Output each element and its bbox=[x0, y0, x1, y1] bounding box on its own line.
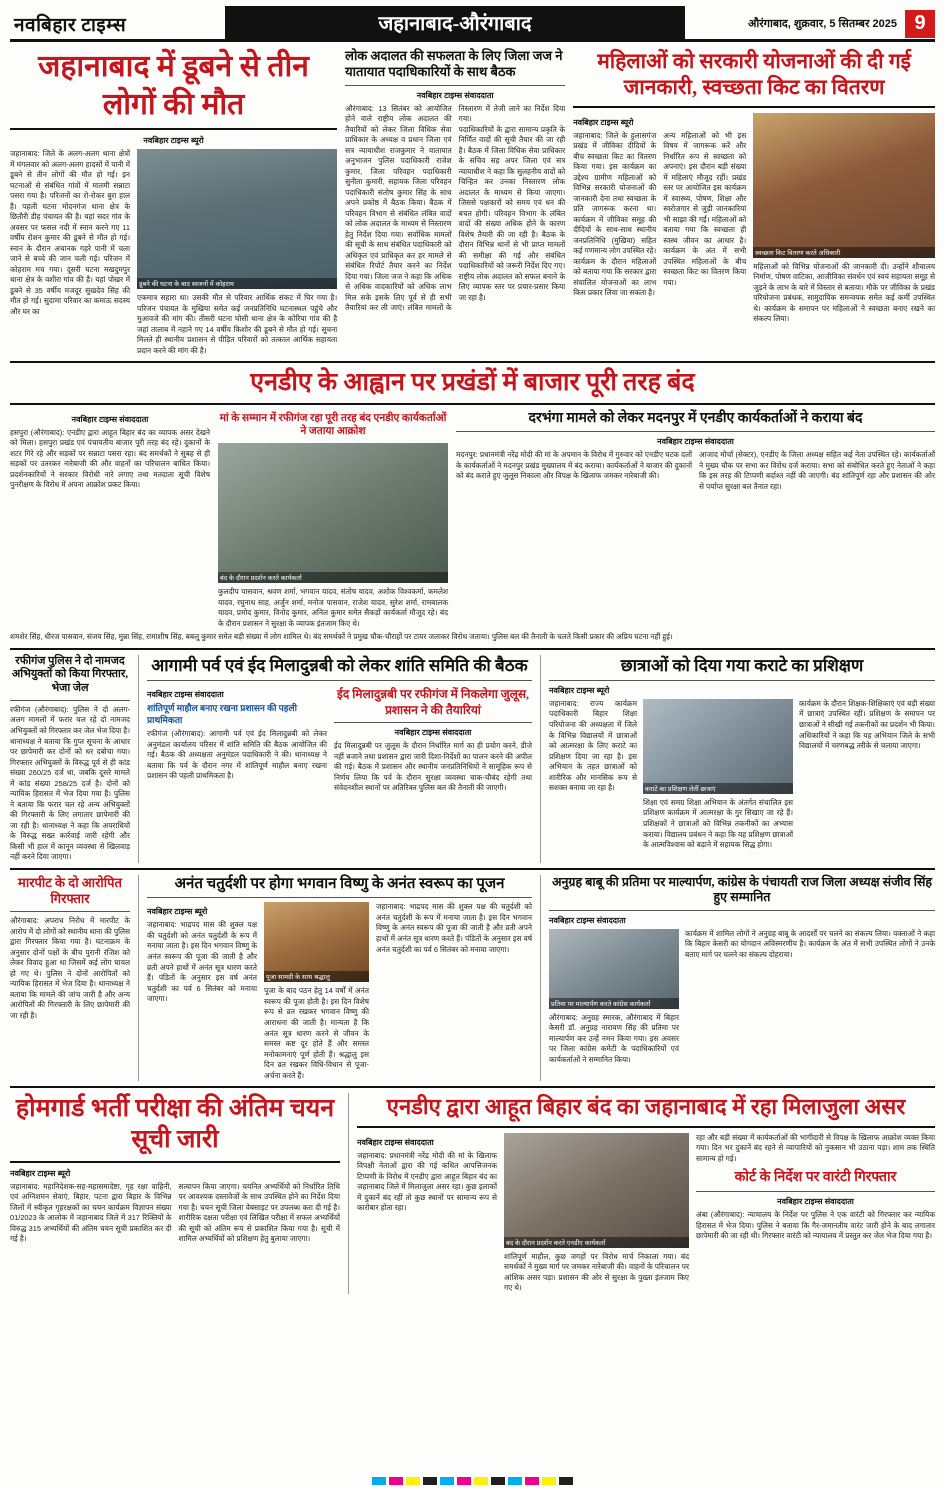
masthead bbox=[10, 8, 935, 42]
lok-adalat-headline: लोक अदालत की सफलता के लिए जिला जज ने यातायात पदाधिकारियों के साथ बैठक bbox=[345, 48, 563, 80]
karate-text-2: शिक्षा एवं समग्र शिक्षा अभियान के अंतर्गत संचालित इस प्रशिक्षण कार्यक्रम में आत्मरक्षा के गुर सिखाए जा रहे हैं। प्रशिक्षकों ने छात्राओं को विभिन्न तकनीकों का अभ्यास कराया। विद्यालय प्रबंधन ने कहा कि यह प्रशिक्षण छात्राओं के आत्मविश्वास को बढ़ाने में सहायक सिद्ध होगा। bbox=[643, 797, 793, 850]
karate-headline: छात्राओं को दिया गया कराटे का प्रशिक्षण bbox=[620, 655, 864, 675]
anant-photo-caption: पूजा सामग्री के साथ श्रद्धालु bbox=[264, 971, 369, 982]
nda-photo bbox=[218, 443, 448, 583]
story-maarpeet bbox=[10, 875, 130, 1081]
shanti-text-2: ईद मिलादुन्नबी पर जुलूस के दौरान निर्धारित मार्ग का ही प्रयोग करने, डीजे नहीं बजाने तथा प्रशासन द्वारा जारी दिशा-निर्देशों का पालन करने की अपील की गई। बैठक में प्रशासन और स्थानीय जनप्रतिनिधियों ने सामूहिक रूप से निर्णय लिया कि पर्व के दौरान सुरक्षा व्यवस्था चाक-चौबंद रहेगी तथा संवेदनशील स्थानों पर अतिरिक्त पुलिस बल की तैनाती की जाएगी। bbox=[334, 741, 532, 793]
masthead-edition: जहानाबाद-औरंगाबाद bbox=[225, 6, 685, 41]
story-karate bbox=[549, 655, 935, 863]
registration-dot bbox=[559, 1477, 573, 1485]
lok-adalat-text-2: पदाधिकारियों के द्वारा सामान्य प्रकृति के निर्णित वादों की सूची तैयार की जा रही है। बैठक में जिला विधिक सेवा प्राधिकार के सचिव सह अपर जिला एवं सत्र न्यायाधीश ने कहा कि सुलहनीय वादों को चिन्हित कर उनका निस्तारण लोक अदालत के माध्यम से किया जाएगा। जिससे पक्षकारों को समय एवं धन की बचत होगी। परिवहन विभाग के लंबित वादों की संख्या अधिक होने के कारण विशेष तैयारी की जा रही है। बैठक के दौरान विभिन्न थानों से भी प्राप्त मामलों की समीक्षा की गई और संबंधित पदाधिकारियों को जरूरी निर्देश दिए गए। राष्ट्रीय लोक अदालत को सफल बनाने के लिए व्यापक स्तर पर प्रचार-प्रसार किया जा रहा है। bbox=[458, 124, 566, 302]
divider bbox=[147, 680, 532, 681]
homeguard-headline: होमगार्ड भर्ती परीक्षा की अंतिम चयन सूची जारी bbox=[15, 1095, 335, 1154]
divider bbox=[540, 655, 541, 863]
divider bbox=[10, 361, 935, 363]
nda-text-2: कुलदीप पासवान, श्रवण शर्मा, भगवान यादव, संतोष यादव, अशोक विश्वकर्मा, कमलेश यादव, रघुनाथ साह, अर्जुन शर्मा, मनोज पासवान, राजेश यादव, सुरेश शर्मा, रामबालक यादव, प्रमोद कुमार, विनोद कुमार, अनिल कुमार समेत सैकड़ों कार्यकर्ता मौजूद रहे। बंद के दौरान प्रशासन ने सुरक्षा के व्यापक इंतजाम किए थे। bbox=[218, 587, 448, 628]
story-women bbox=[573, 48, 935, 356]
divider bbox=[540, 875, 541, 1081]
shanti-headline: आगामी पर्व एवं ईद मिलादुन्नबी को लेकर शांति समिति की बैठक bbox=[151, 655, 528, 675]
bandh-headline: एनडीए द्वारा आहूत बिहार बंद का जहानाबाद में रहा मिलाजुला असर bbox=[386, 1094, 906, 1120]
bandh-text-1: जहानाबाद: प्रधानमंत्री नरेंद्र मोदी की मां के खिलाफ विपक्षी नेताओं द्वारा की गई कथित आपत्तिजनक टिप्पणी के विरोध में एनडीए द्वारा आहूत बिहार बंद का जहानाबाद जिले में मिलाजुला असर रहा। कुछ इलाकों में दुकानें बंद रहीं तो कुछ स्थानों पर सामान्य रूप से कारोबार होता रहा। bbox=[357, 1150, 497, 1213]
maarpeet-text: औरंगाबाद: अपराध निरोध में मारपीट के आरोप में दो लोगों को स्थानीय थाना की पुलिस द्वारा गिरफ्तार किया गया है। घटनाक्रम के अनुसार दोनों पक्षों के बीच पुरानी रंजिश को लेकर विवाद हुआ था जिसमें कई लोग घायल हो गए थे। पुलिस ने दोनों आरोपितों को न्यायिक हिरासत में भेज दिया है। थानाध्यक्ष ने बताया कि मामले की जांच जारी है और अन्य आरोपितों की गिरफ्तारी के लिए छापेमारी की जा रही है। bbox=[10, 916, 130, 1020]
registration-dot bbox=[457, 1477, 471, 1485]
darbhanga-byline: नवबिहार टाइम्स संवाददाता bbox=[657, 437, 734, 447]
warrant-byline: नवबिहार टाइम्स संवाददाता bbox=[777, 1197, 854, 1207]
color-registration-bar bbox=[0, 1477, 945, 1485]
story-lok-adalat bbox=[345, 48, 565, 356]
darbhanga-text-2: आजाद मोर्चा (सेक्टर), एनडीए के जिला अध्यक्ष सहित कई नेता उपस्थित रहे। कार्यकर्ताओं ने मुख्य चौक पर सभा कर विरोध दर्ज कराया। सभा को संबोधित करते हुए नेताओं ने कहा कि इस तरह की टिप्पणी बर्दाश्त नहीं की जाएगी। बंद शांतिपूर्ण रहा और प्रशासन की ओर से पर्याप्त सुरक्षा बल तैनात रहा। bbox=[699, 450, 935, 491]
warrant-text: अंबा (औरंगाबाद): न्यायालय के निर्देश पर पुलिस ने एक वारंटी को गिरफ्तार कर न्यायिक हिरासत में भेज दिया। पुलिस ने बताया कि गैर-जमानतीय वारंट जारी होने के बाद लगातार छापेमारी की जा रही थी। गिरफ्तार वारंटी को न्यायालय में प्रस्तुत कर जेल भेज दिया गया है। bbox=[696, 1210, 935, 1241]
anant-text-3: जहानाबाद: भाद्रपद मास की शुक्ल पक्ष की चतुर्दशी को अनंत चतुर्दशी के रूप में मनाया जाता है। इस दिन भगवान विष्णु के अनंत स्वरूप की पूजा की जाती है और व्रती अपने हाथों में अनंत सूत्र धारण करते हैं। पंडितों के अनुसार इस वर्ष अनंत चतुर्दशी का पर्व 6 सितंबर को मनाया जाएगा। bbox=[376, 902, 532, 954]
darbhanga-text-1: मदनपुर: प्रधानमंत्री नरेंद्र मोदी की मां के अपमान के विरोध में गुरुवार को एनडीए घटक दलों के कार्यकर्ताओं ने मदनपुर प्रखंड मुख्यालय में बंद कराया। कार्यकर्ताओं ने बाजार की दुकानों को बंद कराते हुए जुलूस निकाला और विपक्ष के खिलाफ जमकर नारेबाजी की। bbox=[456, 450, 692, 481]
shanti-byline: नवबिहार टाइम्स संवाददाता bbox=[147, 689, 224, 699]
registration-dot bbox=[406, 1477, 420, 1485]
divider bbox=[549, 680, 935, 681]
divider bbox=[10, 1086, 935, 1088]
story-homeguard bbox=[10, 1093, 340, 1294]
registration-dot bbox=[389, 1477, 403, 1485]
karate-photo bbox=[643, 699, 793, 794]
registration-dot bbox=[474, 1477, 488, 1485]
divider bbox=[348, 1093, 349, 1294]
statue-text-2: कार्यक्रम में शामिल लोगों ने अनुग्रह बाबू के आदर्शों पर चलने का संकल्प लिया। वक्ताओं ने कहा कि बिहार केसरी का योगदान अविस्मरणीय है। कार्यक्रम के अंत में सभी उपस्थित लोगों ने उनके बताए मार्ग पर चलने का संकल्प दोहराया। bbox=[685, 928, 935, 959]
women-headline: महिलाओं को सरकारी योजनाओं की दी गई जानकारी, स्वच्छता किट का वितरण bbox=[597, 49, 911, 100]
bottom-section bbox=[10, 1093, 935, 1294]
divider bbox=[696, 1191, 935, 1192]
warrant-subhead: कोर्ट के निर्देश पर वारंटी गिरफ्तार bbox=[734, 1170, 897, 1186]
story-statue bbox=[549, 875, 935, 1081]
anant-headline: अनंत चतुर्दशी पर होगा भगवान विष्णु के अनंत स्वरूप का पूजन bbox=[174, 875, 505, 892]
women-byline: नवबिहार टाइम्स ब्यूरो bbox=[573, 117, 634, 127]
divider bbox=[10, 911, 130, 912]
women-photo bbox=[753, 113, 935, 258]
divider bbox=[10, 868, 935, 870]
registration-dot bbox=[372, 1477, 386, 1485]
divider bbox=[10, 403, 935, 405]
statue-headline: अनुग्रह बाबू की प्रतिमा पर माल्यार्पण, कांग्रेस के पंचायती राज जिला अध्यक्ष संजीव सिंह हुए सम्मानित bbox=[551, 874, 933, 905]
police-text: रफीगंज (औरंगाबाद): पुलिस ने दो अलग-अलग मामलों में फरार चल रहे दो नामजद अभियुक्तों को गिरफ्तार कर जेल भेज दिया है। थानाध्यक्ष ने बताया कि गुप्त सूचना के आधार पर छापेमारी कर दोनों को धर दबोचा गया। गिरफ्तार अभियुक्तों के विरुद्ध पूर्व से ही कांड संख्या 260/25 दर्ज था, जबकि दूसरे मामले में कांड संख्या 258/25 दर्ज है। दोनों को न्यायिक हिरासत में भेज दिया गया है। पुलिस ने बताया कि फरार चल रहे अन्य अभियुक्तों की गिरफ्तारी के लिए लगातार छापेमारी की जा रही है। थानाध्यक्ष ने कहा कि अपराधियों के विरुद्ध सख्त कार्रवाई जारी रहेगी और किसी भी हाल में कानून व्यवस्था से खिलवाड़ नहीं करने दिया जाएगा। bbox=[10, 704, 130, 862]
masthead-meta bbox=[685, 10, 935, 38]
registration-dot bbox=[491, 1477, 505, 1485]
nda-headline: एनडीए के आह्वान पर प्रखंडों में बाजार पूरी तरह बंद bbox=[250, 369, 695, 397]
lead-text-1: जहानाबाद: जिले के अलग-अलग थाना क्षेत्रों में मंगलवार को अलग-अलग हादसों में पानी में डूबने से तीन लोगों की मौत हो गई। इन घटनाओं से संबंधित गांवों में मातमी सन्नाटा पसरा गया है। परिजनों का रो-रोकर बुरा हाल है। पहली घटना मोदनगंज थाना क्षेत्र के छितौरी डीह पंचायत की है। यहां सदर गांव के अवसर पर फसल नदी में स्नान करने गए 11 वर्षीय रोशन कुमार की डूबने से मौत हो गई। स्नान के दौरान अचानक गहरे पानी में चला जाने से बच्चे की जान चली गई। परिजन में कोहराम मच गया। दूसरी घटना मखदुमपुर थाना क्षेत्र के वशीरा गांव की है। यहां पोखर में डूबने से 35 वर्षीय मजदूर सुखदेव सिंह की मौत हो गई। सुदामा परिवार का कमाऊ सदस्य और घर का bbox=[10, 149, 130, 316]
anant-byline: नवबिहार टाइम्स ब्यूरो bbox=[147, 907, 208, 917]
divider bbox=[10, 700, 130, 701]
divider bbox=[10, 1161, 340, 1163]
lead-text-2: एकमात्र सहारा था। उसकी मौत से परिवार आर्थिक संकट में घिर गया है। परिजन पंचायत के मुखिया समेत कई जनप्रतिनिधि घटनास्थल पहुंचे और मुआवजे की मांग की। तीसरी घटना घोसी थाना क्षेत्र के कोरिया गांव की है जहां तालाब में नहाने गए 14 वर्षीय किशोर की डूबने से मौत हो गई। सूचना मिलते ही स्थानीय प्रशासन से पीड़ित परिवारों को तत्काल आर्थिक सहायता प्रदान करने की मांग की है। bbox=[137, 293, 338, 355]
bandh-byline: नवबिहार टाइम्स संवाददाता bbox=[357, 1137, 434, 1147]
karate-photo-caption: कराटे का प्रशिक्षण लेतीं छात्राएं bbox=[643, 783, 793, 794]
nda-text-1: हसपुरा (औरंगाबाद): एनडीए द्वारा आहूत बिहार बंद का व्यापक असर देखने को मिला। हसपुरा प्रखंड एवं पंचायतीय बाजार पूरी तरह बंद रहे। दुकानों के शटर गिरे रहे और सड़कों पर सन्नाटा पसरा रहा। बंद समर्थकों ने सुबह से ही सड़कों पर उतरकर नारेबाजी की और वाहनों का परिचालन बाधित किया। प्रदर्शनकारियों ने सरकार विरोधी नारे लगाए तथा मतदाता सूची विशेष पुनरीक्षण के विरोध में अपना आक्रोश प्रकट किया। bbox=[10, 427, 210, 490]
shanti-kicker: शांतिपूर्ण माहौल बनाए रखना प्रशासन की पहली प्राथमिकता bbox=[147, 702, 297, 725]
nda-subhead: मां के सम्मान में रफीगंज रहा पूरी तरह बंद एनडीए कार्यकर्ताओं ने जताया आक्रोश bbox=[219, 412, 447, 438]
darbhanga-headline: दरभंगा मामले को लेकर मदनपुर में एनडीए कार्यकर्ताओं ने कराया बंद bbox=[528, 410, 863, 426]
shanti-text-1: रफीगंज (औरंगाबाद): आगामी पर्व एवं ईद मिलादुन्नबी को लेकर अनुमंडल कार्यालय परिसर में शांति समिति की बैठक आयोजित की गई। बैठक की अध्यक्षता अनुमंडल पदाधिकारी ने की। थानाध्यक्ष ने बताया कि पर्व के दौरान नगर में शांतिपूर्ण माहौल बनाए रखना प्रशासन की पहली प्राथमिकता है। bbox=[147, 729, 327, 781]
divider bbox=[10, 648, 935, 650]
karate-text-3: कार्यक्रम के दौरान शिक्षक-शिक्षिकाएं एवं बड़ी संख्या में छात्राएं उपस्थित रहीं। प्रशिक्षण के समापन पर छात्राओं ने सीखी गई तकनीकों का प्रदर्शन भी किया। अधिकारियों ने कहा कि यह अभियान जिले के सभी विद्यालयों में चरणबद्ध तरीके से चलाया जाएगा। bbox=[799, 698, 935, 751]
bandh-text-2: शांतिपूर्ण माहौल, कुछ जगहों पर विरोध मार्च निकाला गया। बंद समर्थकों ने मुख्य मार्ग पर जमकर नारेबाजी की। वाहनों के परिचालन पर आंशिक असर पड़ा। प्रशासन की ओर से सुरक्षा के पुख्ता इंतजाम किए गए थे। bbox=[504, 1251, 689, 1293]
homeguard-text-2: सत्यापन किया जाएगा। चयनित अभ्यर्थियों को निर्धारित तिथि पर आवश्यक दस्तावेजों के साथ उपस्थित होने का निर्देश दिया गया है। चयन सूची जिला वेबसाइट पर उपलब्ध करा दी गई है। शारीरिक दक्षता परीक्षा एवं लिखित परीक्षा में सफल अभ्यर्थियों की सूची को अंतिम रूप से प्रकाशित किया गया है। सूची में शामिल अभ्यर्थियों को प्रशिक्षण हेतु बुलाया जाएगा। bbox=[178, 1181, 340, 1244]
registration-dot bbox=[440, 1477, 454, 1485]
lead-photo bbox=[137, 149, 337, 289]
lok-adalat-text-1: औरंगाबाद: 13 सितंबर को आयोजित होने वाले राष्ट्रीय लोक अदालत की तैयारियों को लेकर जिला विधिक सेवा प्राधिकार के अध्यक्ष व प्रधान जिला एवं सत्र न्यायाधीश राजकुमार ने यातायात अनुभाजन पुलिस पदाधिकारी राजेश कुमार, जिला परिवहन पदाधिकारी सुनीता कुमारी, सहायक जिला परिवहन पदाधिकारी संतोष कुमार सिंह के साथ अपने प्रकोष्ठ में बैठक किया। बैठक में परिवहन विभाग से संबंधित लंबित वादों को लोक अदालत के माध्यम से निस्तारण हेतु निर्देश दिया गया। सर्वाधिक मामलों की सूची के साथ संबंधित पदाधिकारी को अधिकृत एवं प्राधिकृत कर हर मामले से संबंधित रिपोर्ट तैयार करने का निर्देश दिया गया। जिला जज ने कहा कि अधिक से अधिक वादकारियों को अधिक लाभ मिल सके इसके लिए पूर्व से ही सभी तैयारियां कर ली जाएं। लंबित मामलों के निस्तारण में तेजी लाने का निर्देश दिया गया। bbox=[345, 103, 566, 313]
maarpeet-headline: मारपीट के दो आरोपित गिरफ्तार bbox=[18, 874, 122, 906]
homeguard-byline: नवबिहार टाइम्स ब्यूरो bbox=[10, 1168, 71, 1178]
shanti-subhead: ईद मिलादुन्नबी पर रफीगंज में निकलेगा जुलूस, प्रशासन ने की तैयारियां bbox=[337, 686, 529, 717]
police-headline: रफीगंज पुलिस ने दो नामजद अभियुक्तों को किया गिरफ्तार, भेजा जेल bbox=[11, 654, 129, 695]
story-shanti-samiti bbox=[147, 655, 532, 863]
divider bbox=[147, 897, 532, 898]
story-bandh-mixed bbox=[357, 1093, 935, 1294]
bandh-photo bbox=[504, 1133, 689, 1248]
divider bbox=[334, 722, 532, 723]
registration-dot bbox=[525, 1477, 539, 1485]
statue-photo bbox=[549, 929, 679, 1009]
lead-photo-caption: डूबने की घटना के बाद स्वजनों में कोहराम bbox=[137, 278, 337, 289]
bandh-text-3: रहा और बड़ी संख्या में कार्यकर्ताओं की भागीदारी से विपक्ष के खिलाफ आक्रोश व्यक्त किया गया। दिन भर दुकानें बंद रहने से व्यापारियों को नुकसान भी उठाना पड़ा। शाम तक स्थिति सामान्य हो गई। bbox=[696, 1132, 935, 1163]
anant-text-1: जहानाबाद: भाद्रपद मास की शुक्ल पक्ष की चतुर्दशी को अनंत चतुर्दशी के रूप में मनाया जाता है। इस दिन भगवान विष्णु के अनंत स्वरूप की पूजा की जाती है और व्रती अपने हाथों में अनंत सूत्र धारण करते हैं। पंडितों के अनुसार इस वर्ष अनंत चतुर्दशी का पर्व 6 सितंबर को मनाया जाएगा। bbox=[147, 920, 257, 1004]
nda-text-3: शमशेर सिंह, धीरज पासवान, संजय सिंह, मुन्ना सिंह, रामाशीष सिंह, बबलू कुमार समेत बड़ी संख्या में लोग शामिल थे। बंद समर्थकों ने प्रमुख चौक-चौराहों पर टायर जलाकर विरोध जताया। पुलिस बल की तैनाती के चलते किसी प्रकार की अप्रिय घटना नहीं हुई। bbox=[10, 632, 673, 642]
statue-text-1: औरंगाबाद: अनुग्रह स्मारक, औरंगाबाद में बिहार केसरी डॉ. अनुग्रह नारायण सिंह की प्रतिमा पर माल्यार्पण कर उन्हें नमन किया गया। इस अवसर पर जिला कांग्रेस कमेटी के पदाधिकारियों एवं कार्यकर्ताओं ने सम्मानित किया। bbox=[549, 1012, 679, 1064]
nda-byline: नवबिहार टाइम्स संवाददाता bbox=[71, 414, 149, 424]
bandh-photo-caption: बंद के दौरान प्रदर्शन करते एनडीए कार्यकर्ता bbox=[504, 1237, 689, 1248]
masthead-brand: नवबिहार टाइम्स bbox=[14, 14, 127, 36]
top-section bbox=[10, 48, 935, 356]
karate-text-1: जहानाबाद: राज्य कार्यक्रम पदाधिकारी बिहार शिक्षा परियोजना की अध्यक्षता में जिले के विभिन्न विद्यालयों में छात्राओं को आत्मरक्षा के लिए कराटे का प्रशिक्षण दिया जा रहा है। इस अभियान के तहत छात्राओं को शारीरिक और मानसिक रूप से सशक्त बनाया जा रहा है। bbox=[549, 698, 637, 793]
nda-photo-caption: बंद के दौरान प्रदर्शन करते कार्यकर्ता bbox=[218, 572, 448, 583]
karate-byline: नवबिहार टाइम्स ब्यूरो bbox=[549, 685, 610, 695]
divider bbox=[549, 910, 935, 911]
lower-section bbox=[10, 875, 935, 1081]
divider bbox=[573, 106, 935, 108]
lead-headline: जहानाबाद में डूबने से तीन लोगों की मौत bbox=[38, 50, 309, 121]
divider bbox=[10, 128, 337, 130]
story-nda-bandh bbox=[10, 369, 935, 643]
divider bbox=[138, 875, 139, 1081]
anant-text-2: पूजा के बाद पठन हेतु 14 वर्षों में अनंत स्वरूप की पूजा होती है। इस दिन विशेष रूप से व्रत रखकर भगवान विष्णु की आराधना की जाती है। मान्यता है कि अनंत सूत्र धारण करने से जीवन के समस्त कष्ट दूर होते हैं और समस्त मनोकामनाएं पूर्ण होती हैं। श्रद्धालु इस दिन व्रत रखकर विधि-विधान से पूजा-अर्चना करते हैं। bbox=[264, 986, 369, 1080]
masthead-date: औरंगाबाद, शुक्रवार, 5 सितम्बर 2025 bbox=[748, 18, 897, 30]
lead-byline: नवबिहार टाइम्स ब्यूरो bbox=[143, 136, 204, 145]
registration-dot bbox=[542, 1477, 556, 1485]
lok-adalat-byline: नवबिहार टाइम्स संवाददाता bbox=[416, 90, 494, 100]
divider bbox=[357, 1126, 935, 1128]
page-number: 9 bbox=[905, 10, 935, 38]
anant-photo bbox=[264, 902, 369, 982]
lead-story bbox=[10, 48, 337, 356]
divider bbox=[345, 85, 565, 86]
statue-photo-caption: प्रतिमा पर माल्यार्पण करते कांग्रेस कार्यकर्ता bbox=[549, 998, 679, 1009]
women-photo-caption: स्वच्छता किट वितरण करते अधिकारी bbox=[753, 247, 935, 258]
women-text-1: जहानाबाद: जिले के हुलासगंज प्रखंड में जीविका दीदियों के बीच स्वच्छता किट का वितरण किया गया। इस कार्यक्रम का उद्देश्य ग्रामीण महिलाओं को विभिन्न सरकारी योजनाओं की जानकारी देना तथा स्वच्छता के प्रति जागरूक करना था। कार्यक्रम में जीविका समूह की दीदियों के साथ-साथ स्थानीय जनप्रतिनिधि (मुखिया) सहित कई गणमान्य लोग उपस्थित रहे। कार्यक्रम के दौरान महिलाओं को बताया गया कि सरकार द्वारा संचालित योजनाओं का लाभ किस प्रकार लिया जा सकता है। bbox=[573, 130, 657, 298]
statue-byline: नवबिहार टाइम्स संवाददाता bbox=[549, 915, 626, 925]
registration-dot bbox=[423, 1477, 437, 1485]
divider bbox=[138, 655, 139, 863]
divider bbox=[456, 431, 935, 432]
mid-section bbox=[10, 655, 935, 863]
women-text-3: महिलाओं को विभिन्न योजनाओं की जानकारी दी। उन्होंने शौचालय निर्माण, पोषण वाटिका, आजीविका संवर्धन एवं स्वयं सहायता समूह से जुड़ने के लाभ के बारे में विस्तार से बताया। मौके पर जीविका के प्रखंड परियोजना प्रबंधक, सामुदायिक समन्वयक समेत कई कर्मी उपस्थित थे। कार्यक्रम के समापन पर महिलाओं ने स्वच्छता बनाए रखने का संकल्प लिया। bbox=[753, 261, 935, 324]
story-anant bbox=[147, 875, 532, 1081]
women-text-2: अन्य महिलाओं को भी इस विषय में जागरूक करें और निर्धारित रूप से स्वच्छता को अपनाएं। इस दौरान बड़ी संख्या में महिलाएं मौजूद रहीं। प्रखंड स्तर पर आयोजित इस कार्यक्रम में स्वास्थ्य, पोषण, शिक्षा और स्वरोजगार से जुड़ी जानकारियां भी साझा की गईं। महिलाओं को बताया गया कि स्वच्छता ही स्वस्थ जीवन का आधार है। कार्यक्रम के अंत में सभी उपस्थित महिलाओं के बीच स्वच्छता किट का वितरण किया गया। bbox=[663, 130, 747, 287]
registration-dot bbox=[508, 1477, 522, 1485]
homeguard-text-1: जहानाबाद: महानिदेशक-सह-महासमादेष्टा, गृह रक्षा वाहिनी, एवं अग्निशमन सेवाएं, बिहार, पटना द्वारा बिहार के विभिन्न जिलों में स्वीकृत गृहरक्षकों का चयन कार्यक्रम विज्ञापन संख्या 01/2023 के आलोक में जहानाबाद जिले में 317 रिक्तियों के विरुद्ध 315 अभ्यर्थियों की अंतिम चयन सूची प्रकाशित कर दी गई है। bbox=[10, 1181, 172, 1244]
shanti-byline-2: नवबिहार टाइम्स संवाददाता bbox=[394, 728, 472, 738]
story-rafiganj-police bbox=[10, 655, 130, 863]
